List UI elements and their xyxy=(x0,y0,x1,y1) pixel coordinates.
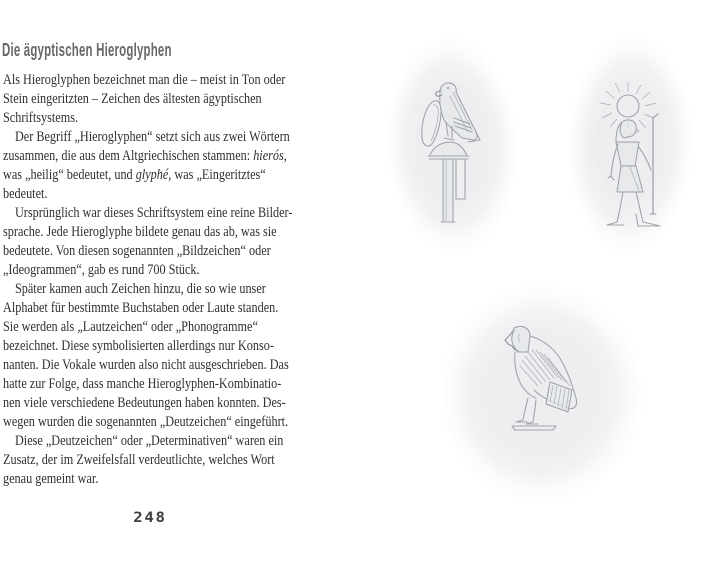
text-line: sprache. Jede Hieroglyphe bildete genau das ab, was sie xyxy=(3,224,277,240)
text-line: bezeichnet. Diese symbolisierten allerdings nur Konso- xyxy=(3,338,274,354)
text-line: was „heilig“ bedeutet, und glyphé, was „Eingeritztes“ xyxy=(3,167,266,183)
text-line: Diese „Deutzeichen“ oder „Determinativen“ waren ein xyxy=(14,433,284,449)
page-title: Die ägyptischen Hieroglyphen xyxy=(2,39,172,60)
text-line: Der Begriff „Hieroglyphen“ setzt sich aus zwei Wörtern xyxy=(14,129,290,145)
text-line: Ursprünglich war dieses Schriftsystem eine reine Bilder- xyxy=(14,205,293,221)
text-line: genau gemeint war. xyxy=(3,471,99,487)
text-line: Stein eingeritzten – Zeichen des ältesten ägyptischen xyxy=(3,91,262,107)
text-line: Später kamen auch Zeichen hinzu, die so wie unser xyxy=(14,281,266,297)
text-line: zusammen, die aus dem Altgriechischen stammen: hierós, xyxy=(3,148,287,164)
text-line: nanten. Die Vokale wurden also nicht ausgeschrieben. Das xyxy=(3,357,289,373)
text-line: Als Hieroglyphen bezeichnet man die – meist in Ton oder xyxy=(3,72,286,88)
text-line: „Ideogrammen“, gab es rund 700 Stück. xyxy=(3,262,200,278)
text-line: bedeutet. xyxy=(3,186,48,202)
sun-god-ra-illustration xyxy=(594,74,668,236)
text-line: Zusatz, der im Zweifelsfall verdeutlichte, welches Wort xyxy=(3,452,275,468)
text-line: hatte zur Folge, dass manche Hieroglyphen-Kombinatio- xyxy=(3,376,282,392)
text-line: Alphabet für bestimmte Buchstaben oder Laute standen. xyxy=(3,300,279,316)
text-line: wegen wurden die sogenannten „Deutzeichen“ eingeführt. xyxy=(3,414,289,430)
text-line: Sie werden als „Lautzeichen“ oder „Phonogramme“ xyxy=(3,319,258,335)
text-line: Schriftsystems. xyxy=(3,110,79,126)
page-number: 248 xyxy=(133,510,167,526)
text-line: bedeutete. Von diesen sogenannten „Bildzeichen“ oder xyxy=(3,243,271,259)
falcon-on-standard-illustration xyxy=(410,80,492,226)
ba-bird-illustration xyxy=(498,318,586,440)
text-line: nen viele verschiedene Bedeutungen haben konnten. Des- xyxy=(3,395,286,411)
body-text xyxy=(3,71,304,489)
